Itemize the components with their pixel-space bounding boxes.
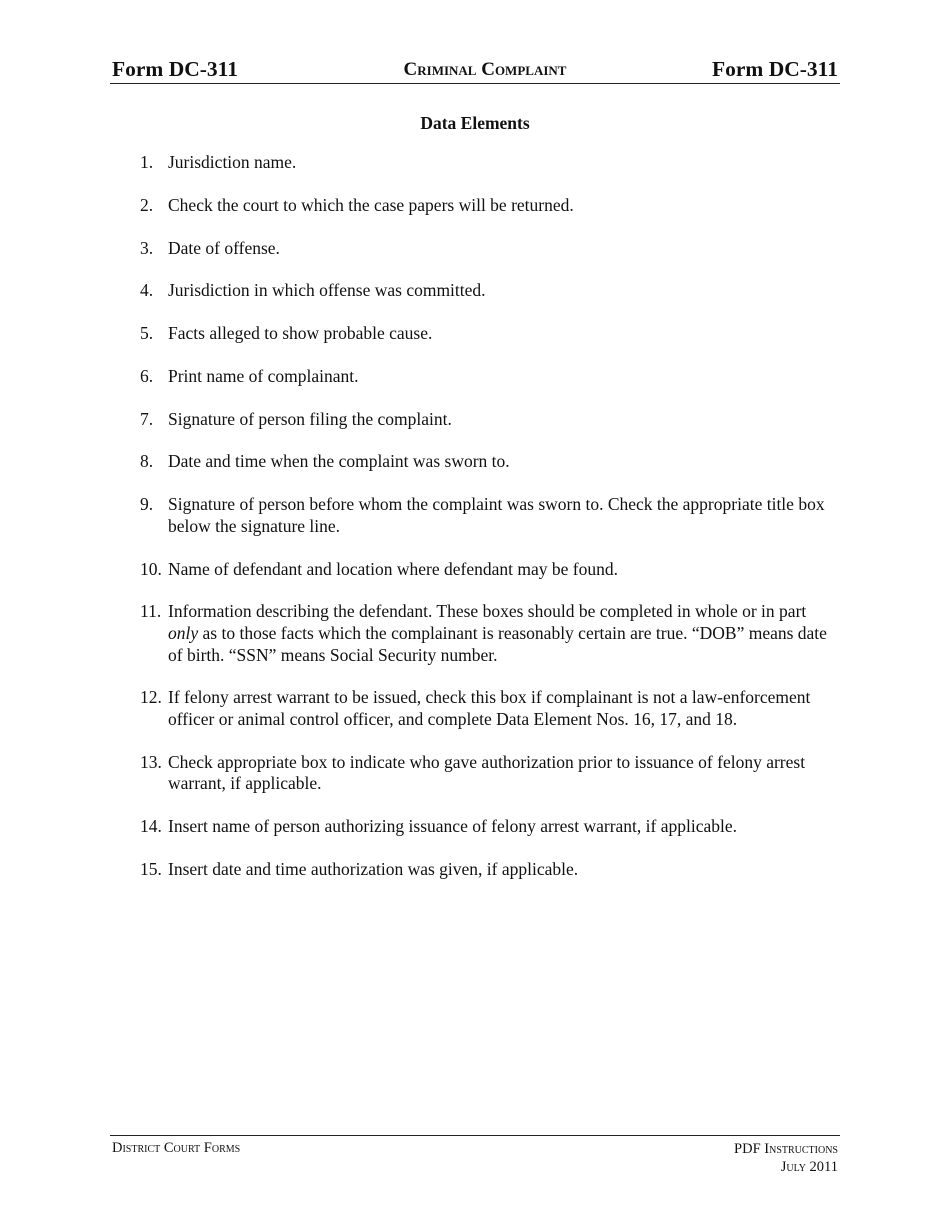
list-item bbox=[140, 687, 830, 730]
list-item bbox=[140, 752, 830, 795]
list-item bbox=[140, 152, 830, 174]
item-number: 8. bbox=[140, 451, 154, 472]
list-item bbox=[140, 195, 830, 217]
item-number: 5. bbox=[140, 323, 154, 344]
page-footer bbox=[110, 1135, 840, 1175]
item-number: 4. bbox=[140, 280, 154, 301]
item-number: 6. bbox=[140, 365, 154, 386]
footer-right bbox=[734, 1140, 838, 1176]
list-item bbox=[140, 816, 830, 838]
form-number-left: Form DC-311 bbox=[112, 57, 238, 81]
item-text: Check the court to which the case papers will be returned. bbox=[168, 194, 574, 215]
item-text-emphasis: only bbox=[168, 623, 199, 643]
item-text bbox=[168, 601, 830, 666]
list-item bbox=[140, 494, 830, 537]
list-item bbox=[140, 280, 830, 302]
item-number: 11. bbox=[140, 601, 162, 622]
item-number: 7. bbox=[140, 408, 154, 429]
item-text: Jurisdiction name. bbox=[168, 152, 297, 172]
section-title: Data Elements bbox=[420, 113, 530, 133]
item-text: Jurisdiction in which offense was committed. bbox=[168, 280, 486, 301]
item-number: 3. bbox=[140, 237, 154, 258]
item-number: 15. bbox=[140, 858, 162, 879]
item-number: 2. bbox=[140, 194, 154, 215]
item-number: 10. bbox=[140, 558, 162, 579]
list-item bbox=[140, 451, 830, 473]
item-number: 9. bbox=[140, 494, 154, 515]
item-text: Date of offense. bbox=[168, 237, 280, 258]
form-number-right: Form DC-311 bbox=[712, 57, 838, 81]
item-text: Insert date and time authorization was given, if applicable. bbox=[168, 858, 579, 879]
item-number: 13. bbox=[140, 751, 162, 772]
list-item bbox=[140, 409, 830, 431]
list-item bbox=[140, 238, 830, 260]
item-text: Signature of person before whom the complaint was sworn to. Check the appropriate title box below the signature line. bbox=[168, 494, 825, 536]
footer-left: District Court Forms bbox=[112, 1140, 241, 1156]
item-number: 14. bbox=[140, 816, 162, 837]
item-text: Date and time when the complaint was sworn to. bbox=[168, 451, 510, 472]
item-text-part: as to those facts which the complainant is reasonably certain are true. “DOB” means date of birth. “SSN” means Social Security number. bbox=[168, 623, 827, 665]
item-text-part: Information describing the defendant. These boxes should be completed in whole or in part bbox=[168, 601, 807, 622]
page-header bbox=[110, 55, 840, 84]
list-item bbox=[140, 323, 830, 345]
item-text: If felony arrest warrant to be issued, check this box if complainant is not a law-enforcement officer or animal control officer, and complete Data Element Nos. 16, 17, and 18. bbox=[168, 687, 811, 729]
footer-right-line1: PDF Instructions bbox=[734, 1141, 838, 1157]
footer-right-line2: July 2011 bbox=[780, 1159, 838, 1175]
item-number: 12. bbox=[140, 687, 162, 708]
form-title: Criminal Complaint bbox=[403, 59, 567, 80]
item-text: Name of defendant and location where defendant may be found. bbox=[168, 558, 618, 579]
list-item bbox=[140, 601, 830, 666]
item-text: Facts alleged to show probable cause. bbox=[168, 323, 433, 344]
list-item bbox=[140, 366, 830, 388]
item-number: 1. bbox=[140, 152, 154, 172]
item-text: Insert name of person authorizing issuance of felony arrest warrant, if applicable. bbox=[168, 816, 738, 837]
item-text: Print name of complainant. bbox=[168, 365, 359, 386]
list-item bbox=[140, 559, 830, 581]
data-elements-list bbox=[140, 152, 830, 881]
list-item bbox=[140, 859, 830, 881]
item-text: Check appropriate box to indicate who gave authorization prior to issuance of felony arrest warrant, if applicable. bbox=[168, 751, 806, 794]
item-text: Signature of person filing the complaint. bbox=[168, 408, 452, 429]
